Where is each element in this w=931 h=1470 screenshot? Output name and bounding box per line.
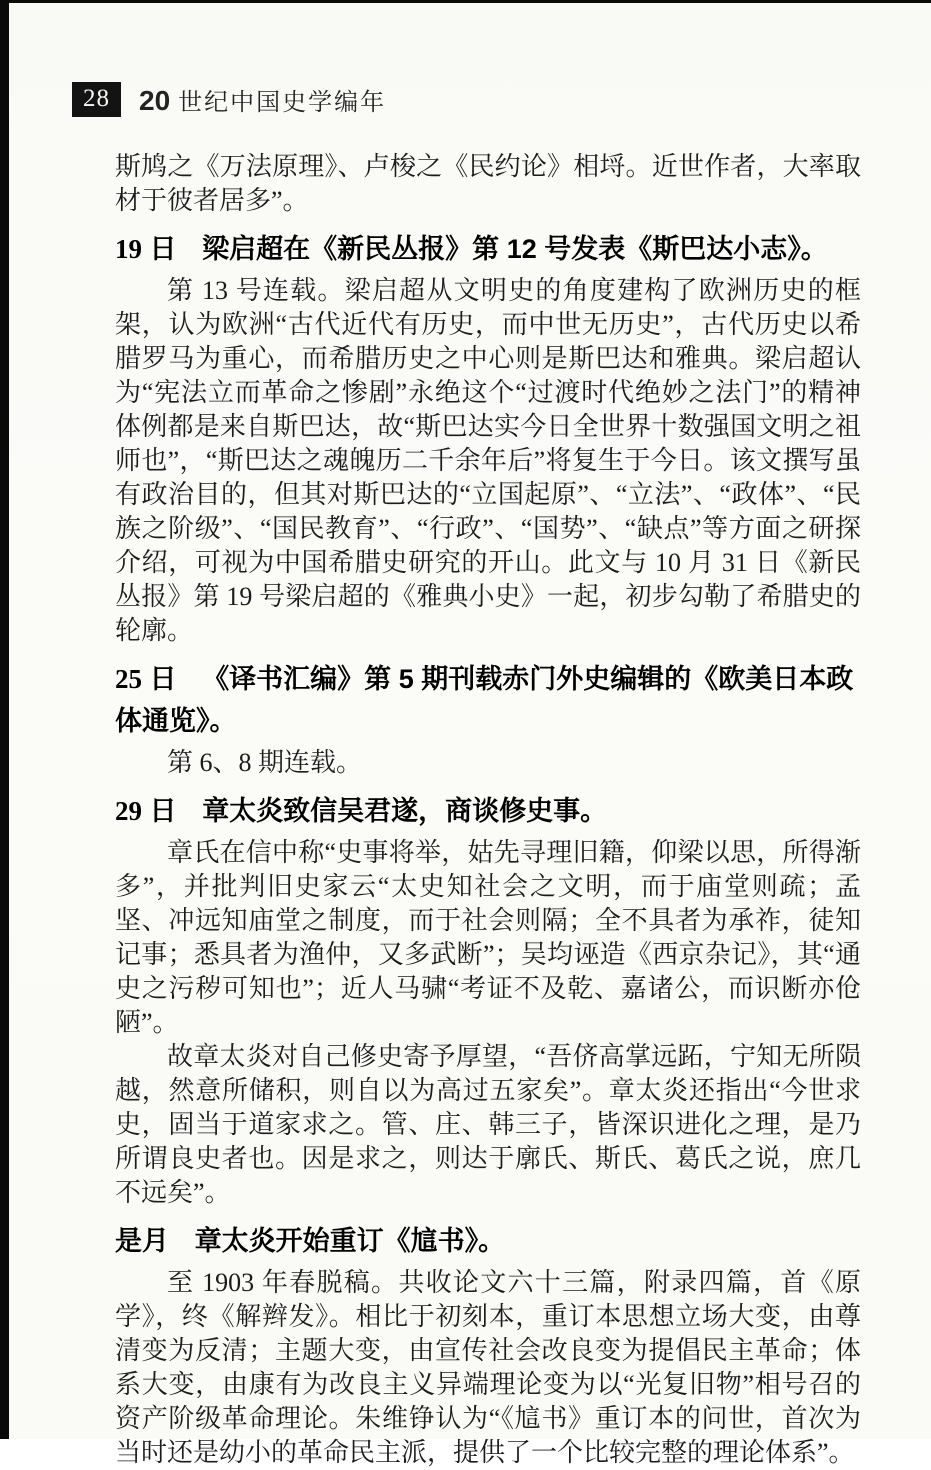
entry-date-unit: 日 bbox=[149, 234, 177, 264]
entry-heading-29 bbox=[115, 790, 861, 832]
intro-paragraph: 斯鸠之《万法原理》、卢梭之《民约论》相埒。近世作者，大率取材于彼者居多”。 bbox=[115, 152, 861, 215]
entry-heading-19 bbox=[115, 228, 861, 270]
entry-date-label bbox=[115, 1226, 169, 1256]
running-title-number: 20 bbox=[139, 85, 171, 116]
scan-edge-top bbox=[0, 0, 931, 3]
entry-title: 梁启超在《新民丛报》第 12 号发表《斯巴达小志》。 bbox=[202, 234, 828, 264]
running-title bbox=[139, 82, 386, 117]
entry-title: 章太炎开始重订《訄书》。 bbox=[194, 1226, 506, 1256]
entry-date-unit: 是月 bbox=[115, 1226, 169, 1256]
entry-date-number: 29 bbox=[115, 796, 142, 826]
entry-date-unit: 日 bbox=[149, 664, 177, 694]
entry-date-label bbox=[115, 796, 177, 826]
entry-date-number: 25 bbox=[115, 664, 142, 694]
entry-19-paragraph: 第 13 号连载。梁启超从文明史的角度建构了欧洲历史的框架，认为欧洲“古代近代有历史，而中世无历史”，古代历史以希腊罗马为重心，而希腊历史之中心则是斯巴达和雅典。梁启超认为“宪法立而革命之惨剧”永绝这个“过渡时代绝妙之法门”的精神体例都是来自斯巴达，故“斯巴达实今日全世界十数强国文明之祖师也”，“斯巴达之魂魄历二千余年后”将复生于今日。该文撰写虽有政治目的，但其对斯巴达的“立国起原”、“立法”、“政体”、“民族之阶级”、“国民教育”、“行政”、“国势”、“缺点”等方面之研探介绍，可视为中国希腊史研究的开山。此文与 10 月 31 日《新民丛报》第 19 号梁启超的《雅典小史》一起，初步勾勒了希腊史的轮廓。 bbox=[115, 276, 861, 645]
entry-heading-25 bbox=[115, 658, 861, 742]
entry-date-label bbox=[115, 664, 177, 694]
entry-date-unit: 日 bbox=[149, 796, 177, 826]
entry-heading-month bbox=[115, 1220, 861, 1262]
entry-month-paragraph: 至 1903 年春脱稿。共收论文六十三篇，附录四篇，首《原学》，终《解辫发》。相比于初刻本，重订本思想立场大变，由尊清变为反清；主题大变，由宣传社会改良变为提倡民主革命；体系大变，由康有为改良主义异端理论变为以“光复旧物”相号召的资产阶级革命理论。朱维铮认为“《訄书》重订本的问世，首次为当时还是幼小的革命民主派，提供了一个比较完整的理论体系”。 bbox=[115, 1268, 861, 1467]
entry-title: 章太炎致信吴君遂，商谈修史事。 bbox=[202, 796, 608, 826]
page-content bbox=[115, 150, 861, 1470]
scan-edge-left bbox=[0, 0, 9, 1439]
running-title-text: 世纪中国史学编年 bbox=[178, 90, 387, 116]
entry-29-paragraph-2: 故章太炎对自己修史寄予厚望，“吾侪高掌远跖，宁知无所陨越，然意所储积，则自以为高过五家矣”。章太炎还指出“今世求史，固当于道家求之。管、庄、韩三子，皆深识进化之理，是乃所谓良史者也。因是求之，则达于廓氏、斯氏、葛氏之说，庶几不远矣”。 bbox=[115, 1042, 861, 1207]
page-header bbox=[72, 82, 386, 117]
entry-date-label bbox=[115, 234, 177, 264]
entry-date-number: 19 bbox=[115, 234, 142, 264]
entry-25-paragraph: 第 6、8 期连载。 bbox=[167, 748, 363, 777]
page-number: 28 bbox=[72, 82, 121, 117]
entry-title: 《译书汇编》第 5 期刊载赤门外史编辑的《欧美日本政体通览》。 bbox=[115, 664, 854, 736]
entry-29-paragraph-1: 章氏在信中称“史事将举，姑先寻理旧籍，仰梁以思，所得渐多”，并批判旧史家云“太史知社会之文明，而于庙堂则疏；孟坚、冲远知庙堂之制度，而于社会则隔；全不具者为承祚，徒知记事；悉具者为渔仲，又多武断”；吴均诬造《西京杂记》，其“通史之污秽可知也”；近人马骕“考证不及乾、嘉诸公，而识断亦伧陋”。 bbox=[115, 838, 861, 1037]
